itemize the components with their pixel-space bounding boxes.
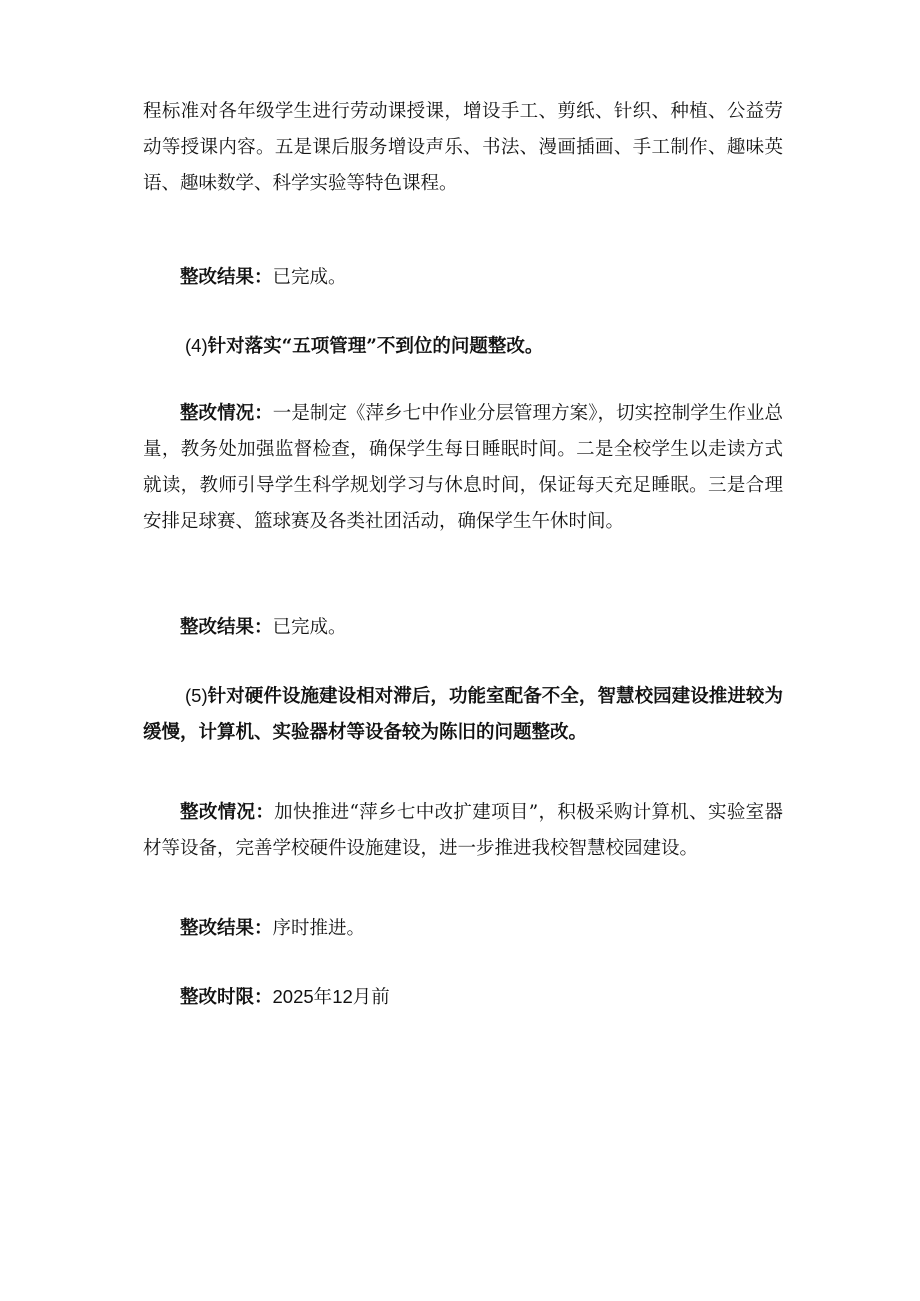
result-label: 整改结果： [180,918,273,939]
item-number: (5) [185,685,208,706]
result-line-5 [143,911,783,947]
result-value: 序时推进。 [272,918,366,939]
result-value: 已完成。 [272,617,347,638]
result-line-4 [143,610,783,646]
result-value: 已完成。 [272,267,347,288]
paragraph-continuation [143,94,783,202]
deadline-month: 12 [332,986,353,1007]
item-heading-4 [143,328,783,365]
paragraph-text: 程标准对各年级学生进行劳动课授课，增设手工、剪纸、针织、种植、公益劳动等授课内容。五是课后服务增设声乐、书法、漫画插画、手工制作、趣味英语、趣味数学、科学实验等特色课程。 [143,101,783,194]
deadline-month-unit: 月前 [352,987,390,1008]
status-label: 整改情况： [180,403,273,424]
status-text: 一是制定《萍乡七中作业分层管理方案》，切实控制学生作业总量，教务处加强监督检查，确保学生每日睡眠时间。二是全校学生以走读方式就读，教师引导学生科学规划学习与休息时间，保证每天充足睡眠。三是合理安排足球赛、篮球赛及各类社团活动，确保学生午休时间。 [143,403,783,532]
deadline-year-unit: 年 [313,987,333,1008]
deadline-label: 整改时限： [180,987,273,1008]
deadline-line [143,979,783,1016]
result-line-1 [143,260,783,296]
status-paragraph-4 [143,396,783,540]
item-number: (4) [185,335,208,356]
status-paragraph-5 [143,795,783,867]
item-title: 针对硬件设施建设相对滞后，功能室配备不全，智慧校园建设推进较为缓慢，计算机、实验器材等设备较为陈旧的问题整改。 [143,686,783,743]
status-text: 加快推进“萍乡七中改扩建项目”，积极采购计算机、实验室器材等设备，完善学校硬件设施建设，进一步推进我校智慧校园建设。 [143,802,783,859]
item-heading-5 [143,678,783,751]
deadline-year: 2025 [272,986,314,1007]
status-label: 整改情况： [180,802,275,823]
result-label: 整改结果： [180,617,273,638]
item-title: 针对落实“五项管理”不到位的问题整改。 [207,336,544,357]
result-label: 整改结果： [180,267,273,288]
